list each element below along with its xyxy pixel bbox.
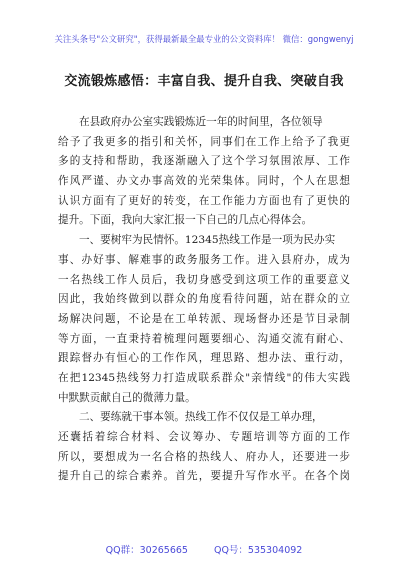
document-body (58, 113, 350, 487)
qq-group-label: QQ群：30265665 (105, 545, 188, 556)
paragraph-line: 在把12345热线努力打造成联系群众"亲情线"的伟大实践 (58, 371, 350, 384)
paragraph-line: 还囊括着综合材料、会议筹办、专题培训等方面的工作 (58, 431, 350, 443)
document-title: 交流锻炼感悟：丰富自我、提升自我、突破自我 (64, 74, 344, 89)
paragraph-line: 所以，要想成为一名合格的热线人、府办人，还要进一步 (58, 450, 350, 463)
paragraph-line: 事、办好事、解难事的政务服务工作。进入县府办，成为 (58, 253, 350, 266)
paragraph-line: 认识方面有了更好的转变，在工作能力方面也有了更快的 (58, 194, 350, 207)
paragraph-line: 因此，我始终做到以群众的角度看待问题，站在群众的立 (58, 293, 350, 306)
paragraph-line: 在县政府办公室实践锻炼近一年的时间里，各位领导 (79, 116, 323, 128)
paragraph-line: 场解决问题，不论是在工单转派、现场督办还是节目录制 (58, 312, 350, 325)
paragraph-line: 等方面，一直秉持着梳理问题要细心、沟通交流有耐心、 (58, 332, 350, 345)
paragraph-line: 中默默贡献自己的微薄力量。 (58, 391, 196, 404)
paragraph-line: 二、要练就干事本领。热线工作不仅仅是工单办理， (79, 411, 323, 424)
paragraph-line: 多的支持和帮助，我逐渐融入了这个学习氛围浓厚、工作 (58, 155, 350, 168)
contact-footer (0, 542, 408, 556)
promo-banner: 关注头条号"公文研究"，获得最新最全最专业的公文资料库！ 微信：gongwenyj (54, 34, 354, 44)
paragraph-line: 提升。下面，我向大家汇报一下自己的几点心得体会。 (58, 214, 313, 227)
paragraph-line: 跟踪督办有恒心的工作作风，理思路、想办法、重行动， (58, 352, 350, 365)
qq-number-label: QQ号：535304092 (213, 545, 303, 556)
paragraph-line: 一、要树牢为民情怀。12345热线工作是一项为民办实 (79, 234, 336, 247)
paragraph-line: 一名热线工作人员后，我切身感受到这项工作的重要意义 (58, 273, 350, 286)
paragraph-line: 作风严谨、办文办事高效的光荣集体。同时，个人在思想 (58, 175, 350, 188)
paragraph-line: 给予了我更多的指引和关怀，同事们在工作上给予了我更 (58, 135, 350, 148)
paragraph-line: 提升自己的综合素养。首先，要提升写作水平。在各个岗 (58, 470, 350, 483)
